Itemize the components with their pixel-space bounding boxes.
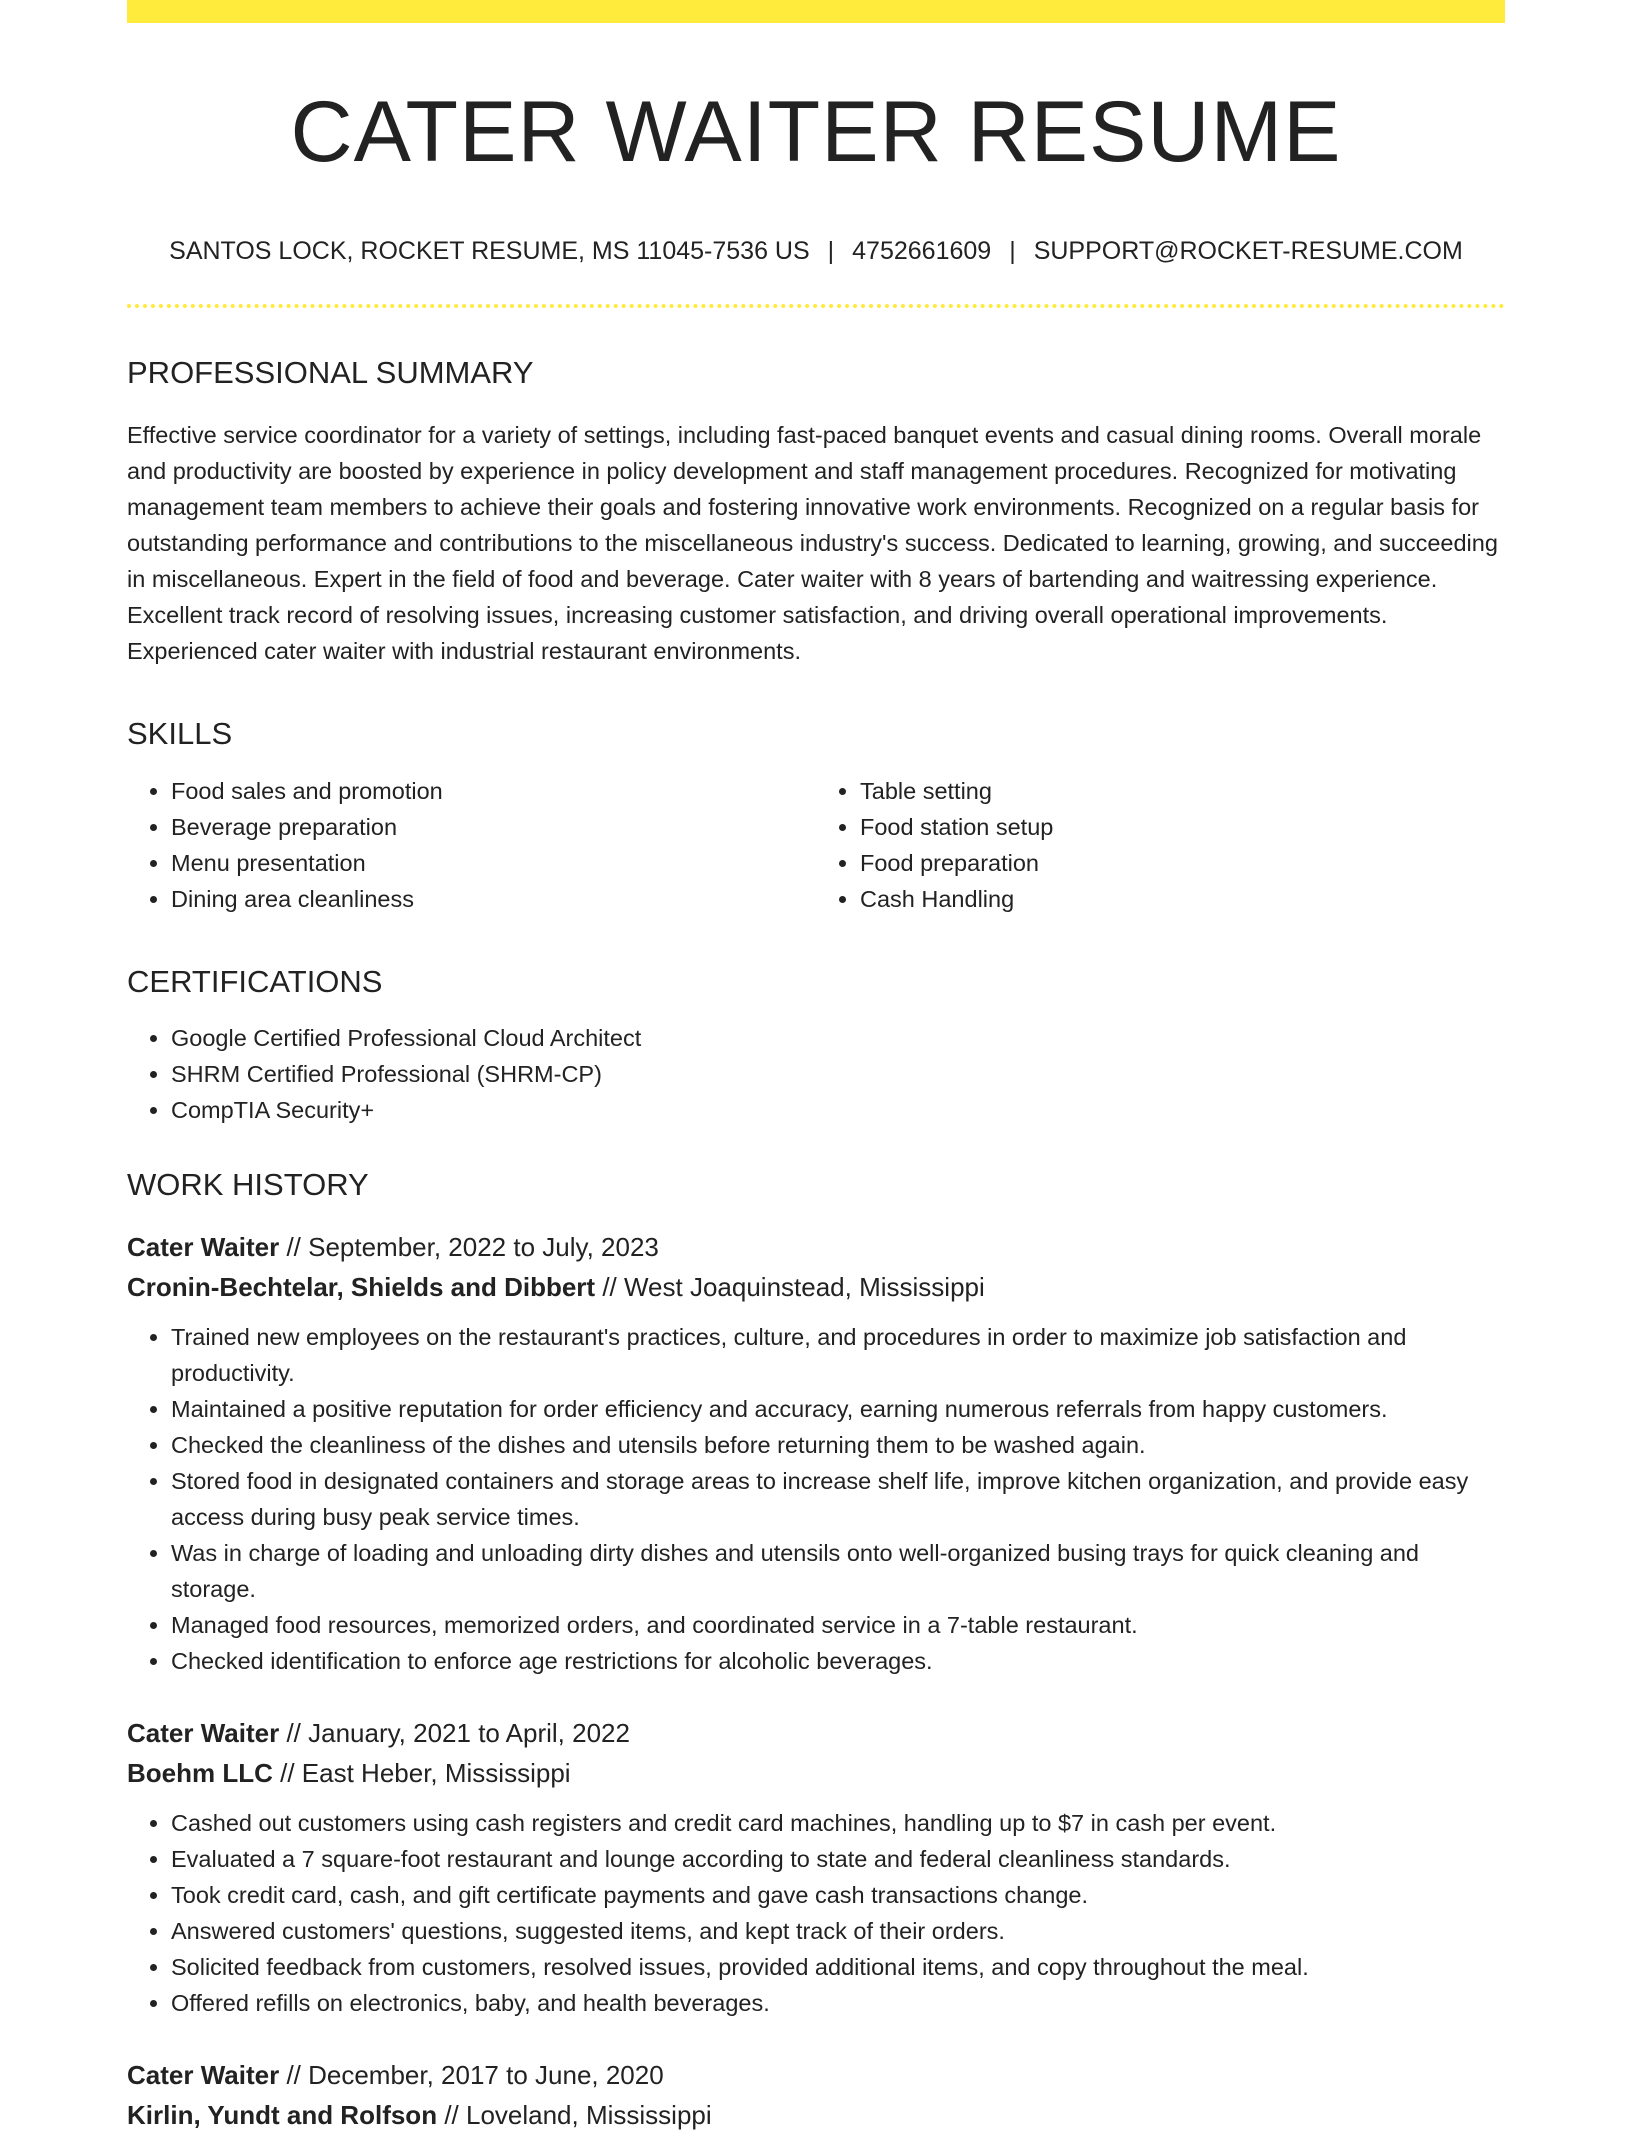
skill-item: • Beverage preparation [171,809,816,845]
job-bullet: • Maintained a positive reputation for order efficiency and accuracy, earning numerous referrals from happy customers. [171,1391,1505,1427]
job-dates: // December, 2017 to June, 2020 [286,2059,664,2090]
job-bullet: • Stored food in designated containers and storage areas to increase shelf life, improve kitchen organization, and provide easy access during busy peak service times. [171,1463,1505,1535]
job-bullet: • Offered refills on electronics, baby, and health beverages. [171,1985,1505,2021]
contact-email: SUPPORT@ROCKET-RESUME.COM [1033,237,1463,266]
job-company: Cronin-Bechtelar, Shields and Dibbert [127,1271,596,1302]
job-bullet: • Checked identification to enforce age restrictions for alcoholic beverages. [171,1643,1505,1679]
job-entry [127,1713,1505,2021]
resume-page [127,0,1505,2135]
dotted-divider [127,304,1505,308]
job-bullet: • Was in charge of loading and unloading dirty dishes and utensils onto well-organized busing trays for quick cleaning and storage. [171,1535,1505,1607]
skill-item: • Food preparation [860,845,1505,881]
summary-heading: PROFESSIONAL SUMMARY [127,355,534,391]
job-title: Cater Waiter [127,2059,280,2090]
job-bullets [127,1805,1505,2021]
skills-columns [127,773,1505,917]
skills-right-list [816,773,1505,917]
job-bullet: • Answered customers' questions, suggested items, and kept track of their orders. [171,1913,1505,1949]
job-dates: // January, 2021 to April, 2022 [286,1717,630,1748]
job-bullet: • Solicited feedback from customers, resolved issues, provided additional items, and copy throughout the meal. [171,1949,1505,1985]
skills-left-list [127,773,816,917]
work-history-section [127,1166,1505,2135]
skill-item: • Menu presentation [171,845,816,881]
job-entry [127,2055,1505,2135]
job-location: // Loveland, Mississippi [444,2099,712,2130]
contact-address: SANTOS LOCK, ROCKET RESUME, MS 11045-7536 US [169,237,810,266]
resume-title: CATER WAITER RESUME [290,84,1342,180]
skill-item: • Dining area cleanliness [171,881,816,917]
job-title: Cater Waiter [127,1231,280,1262]
skill-item: • Food sales and promotion [171,773,816,809]
certification-item: • CompTIA Security+ [171,1092,1505,1128]
skills-section [127,715,1505,916]
job-location: // East Heber, Mississippi [280,1757,571,1788]
job-bullet: • Evaluated a 7 square-foot restaurant and lounge according to state and federal cleanliness standards. [171,1841,1505,1877]
job-title-line [127,1227,1505,1267]
top-accent-bar [127,0,1505,23]
job-location: // West Joaquinstead, Mississippi [602,1271,985,1302]
skill-item: • Cash Handling [860,881,1505,917]
contact-phone: 4752661609 [852,237,992,266]
work-history-heading: WORK HISTORY [127,1166,369,1202]
summary-section [127,354,1505,669]
certification-item: • SHRM Certified Professional (SHRM-CP) [171,1056,1505,1092]
job-title-line [127,2055,1505,2095]
contact-separator: | [827,237,835,266]
summary-text: Effective service coordinator for a variety of settings, including fast-paced banquet events and casual dining rooms. Overall morale and productivity are boosted by experience in policy development and staff management procedures. Recognized for motivating management team members to achieve their goals and fostering innovative work environments. Recognized on a regular basis for outstanding performance and contributions to the miscellaneous industry's success. Dedicated to learning, growing, and succeeding in miscellaneous. Expert in the field of food and beverage. Cater waiter with 8 years of bartending and waitressing experience. Excellent track record of resolving issues, increasing customer satisfaction, and driving overall operational improvements. Experienced cater waiter with industrial restaurant environments. [127,422,1498,665]
certifications-heading: CERTIFICATIONS [127,963,383,999]
job-dates: // September, 2022 to July, 2023 [286,1231,659,1262]
contact-line [127,236,1505,266]
job-company: Boehm LLC [127,1757,273,1788]
job-company: Kirlin, Yundt and Rolfson [127,2099,438,2130]
skills-heading: SKILLS [127,716,233,752]
job-bullet: • Cashed out customers using cash registers and credit card machines, handling up to $7 in cash per event. [171,1805,1505,1841]
certifications-list [127,1020,1505,1128]
job-bullet: • Checked the cleanliness of the dishes and utensils before returning them to be washed again. [171,1427,1505,1463]
job-company-line [127,1753,1505,1793]
job-bullet: • Managed food resources, memorized orders, and coordinated service in a 7-table restaurant. [171,1607,1505,1643]
job-entry [127,1227,1505,1679]
job-bullets [127,1319,1505,1679]
job-title-line [127,1713,1505,1753]
job-company-line [127,2095,1505,2135]
skill-item: • Food station setup [860,809,1505,845]
contact-separator: | [1009,237,1016,266]
skill-item: • Table setting [860,773,1505,809]
certifications-section [127,963,1505,1128]
job-title: Cater Waiter [127,1717,280,1748]
certification-item: • Google Certified Professional Cloud Architect [171,1020,1505,1056]
job-bullet: • Trained new employees on the restaurant's practices, culture, and procedures in order to maximize job satisfaction and productivity. [171,1319,1505,1391]
job-bullet: • Took credit card, cash, and gift certificate payments and gave cash transactions change. [171,1877,1505,1913]
job-company-line [127,1267,1505,1307]
